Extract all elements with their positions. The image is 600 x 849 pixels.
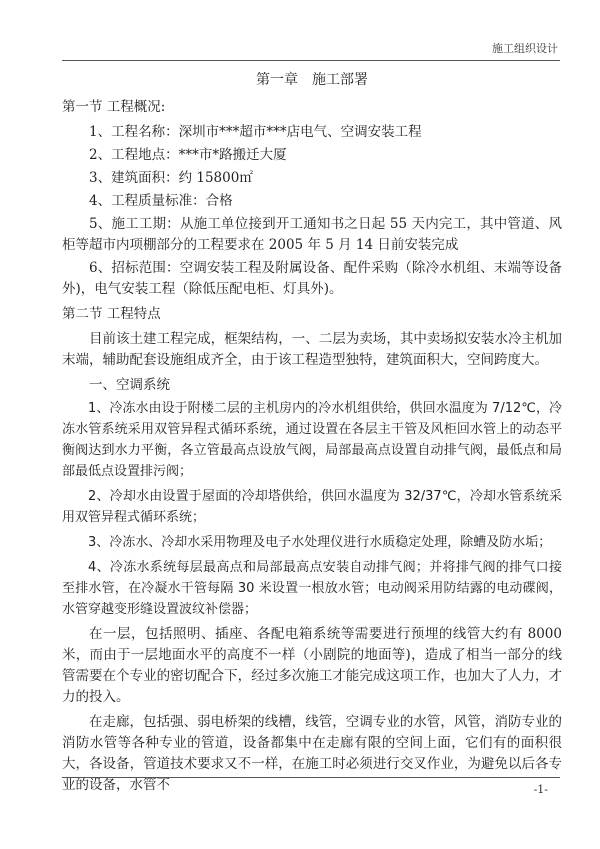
- hvac-item-air-release: 4、冷冻水系统每层最高点和局部最高点安装自动排气阀；并将排气阀的排气口接至排水管，在冷凝水干管每隔 30 米设置一根放水管；电动阀采用防结露的电动碟阀，水管穿越变形缝设置波纹补偿器；: [62, 560, 562, 617]
- hvac-item-cooling-water: 2、冷却水由设置于屋面的冷却塔供给，供回水温度为 32/37℃，冷却水管系统采用双管异程式循环系统；: [62, 489, 562, 525]
- features-intro: 目前该土建工程完成，框架结构，一、二层为卖场，其中卖场拟安装水冷主机加末端，辅助配套设施组成齐全，由于该工程造型独特，建筑面积大，空间跨度大。: [62, 331, 562, 368]
- header-title: 施工组织设计: [492, 42, 558, 55]
- footer-divider: [62, 777, 560, 778]
- lighting-paragraph: 在一层，包括照明、插座、各配电箱系统等需要进行预埋的线管大约有 8000 米，而由于一层地面水平的高度不一样（小剧院的地面等)，造成了相当一部分的线管需要在个专业的密切配合下，经过多次施工才能完成这项工作，也加大了人力，才力的投入。: [62, 626, 562, 705]
- document-body: [62, 70, 562, 800]
- chapter-title: 第一章 施工部署: [256, 72, 368, 88]
- overview-item-name: 1、工程名称：深圳市***超市***店电气、空调安装工程: [89, 124, 422, 140]
- corridor-paragraph: 在走廊，包括强、弱电桥架的线槽，线管，空调专业的水管，风管，消防专业的消防水管等各种专业的管道，设备都集中在走廊有限的空间上面，它们有的面积很大，各设备，管道技术要求又不一样，在施工时必须进行交叉作业，为避免以后各专业的设备，水管不: [62, 714, 562, 793]
- page-number: -1-: [533, 783, 548, 796]
- overview-item-location: 2、工程地点：***市*路搬迁大厦: [89, 147, 287, 163]
- page-header: [62, 36, 560, 61]
- subheading-hvac: 一、空调系统: [89, 377, 170, 393]
- section-heading-overview: 第一节 工程概况:: [62, 99, 166, 115]
- overview-item-quality: 4、工程质量标准：合格: [89, 193, 233, 209]
- section-heading-features: 第二节 工程特点: [62, 306, 161, 322]
- hvac-item-water-treatment: 3、冷冻水、冷却水采用物理及电子水处理仪进行水质稳定处理，除螬及防水垢；: [88, 535, 552, 550]
- overview-item-scope: 6、招标范围：空调安装工程及附属设备、配件采购（除冷水机组、末端等设备外)，电气安装工程（除低压配电柜、灯具外)。: [62, 260, 562, 297]
- overview-item-area: 3、建筑面积：约 15800㎡: [89, 170, 253, 186]
- hvac-item-chilled-water: 1、冷冻水由设于附楼二层的主机房内的冷水机组供给，供回水温度为 7/12℃，冷冻水管系统采用双管异程式循环系统，通过设置在各层主干管及风柜回水管上的动态平衡阀达到水力平衡，各立管最高点设放气阀，局部最高点设置自动排气阀，最低点和局部最低点设置排污阀；: [62, 401, 562, 479]
- overview-item-schedule: 5、施工工期：从施工单位接到开工通知书之日起 55 天内完工，其中管道、风柜等超市内项棚部分的工程要求在 2005 年 5 月 14 日前安装完成: [62, 216, 562, 253]
